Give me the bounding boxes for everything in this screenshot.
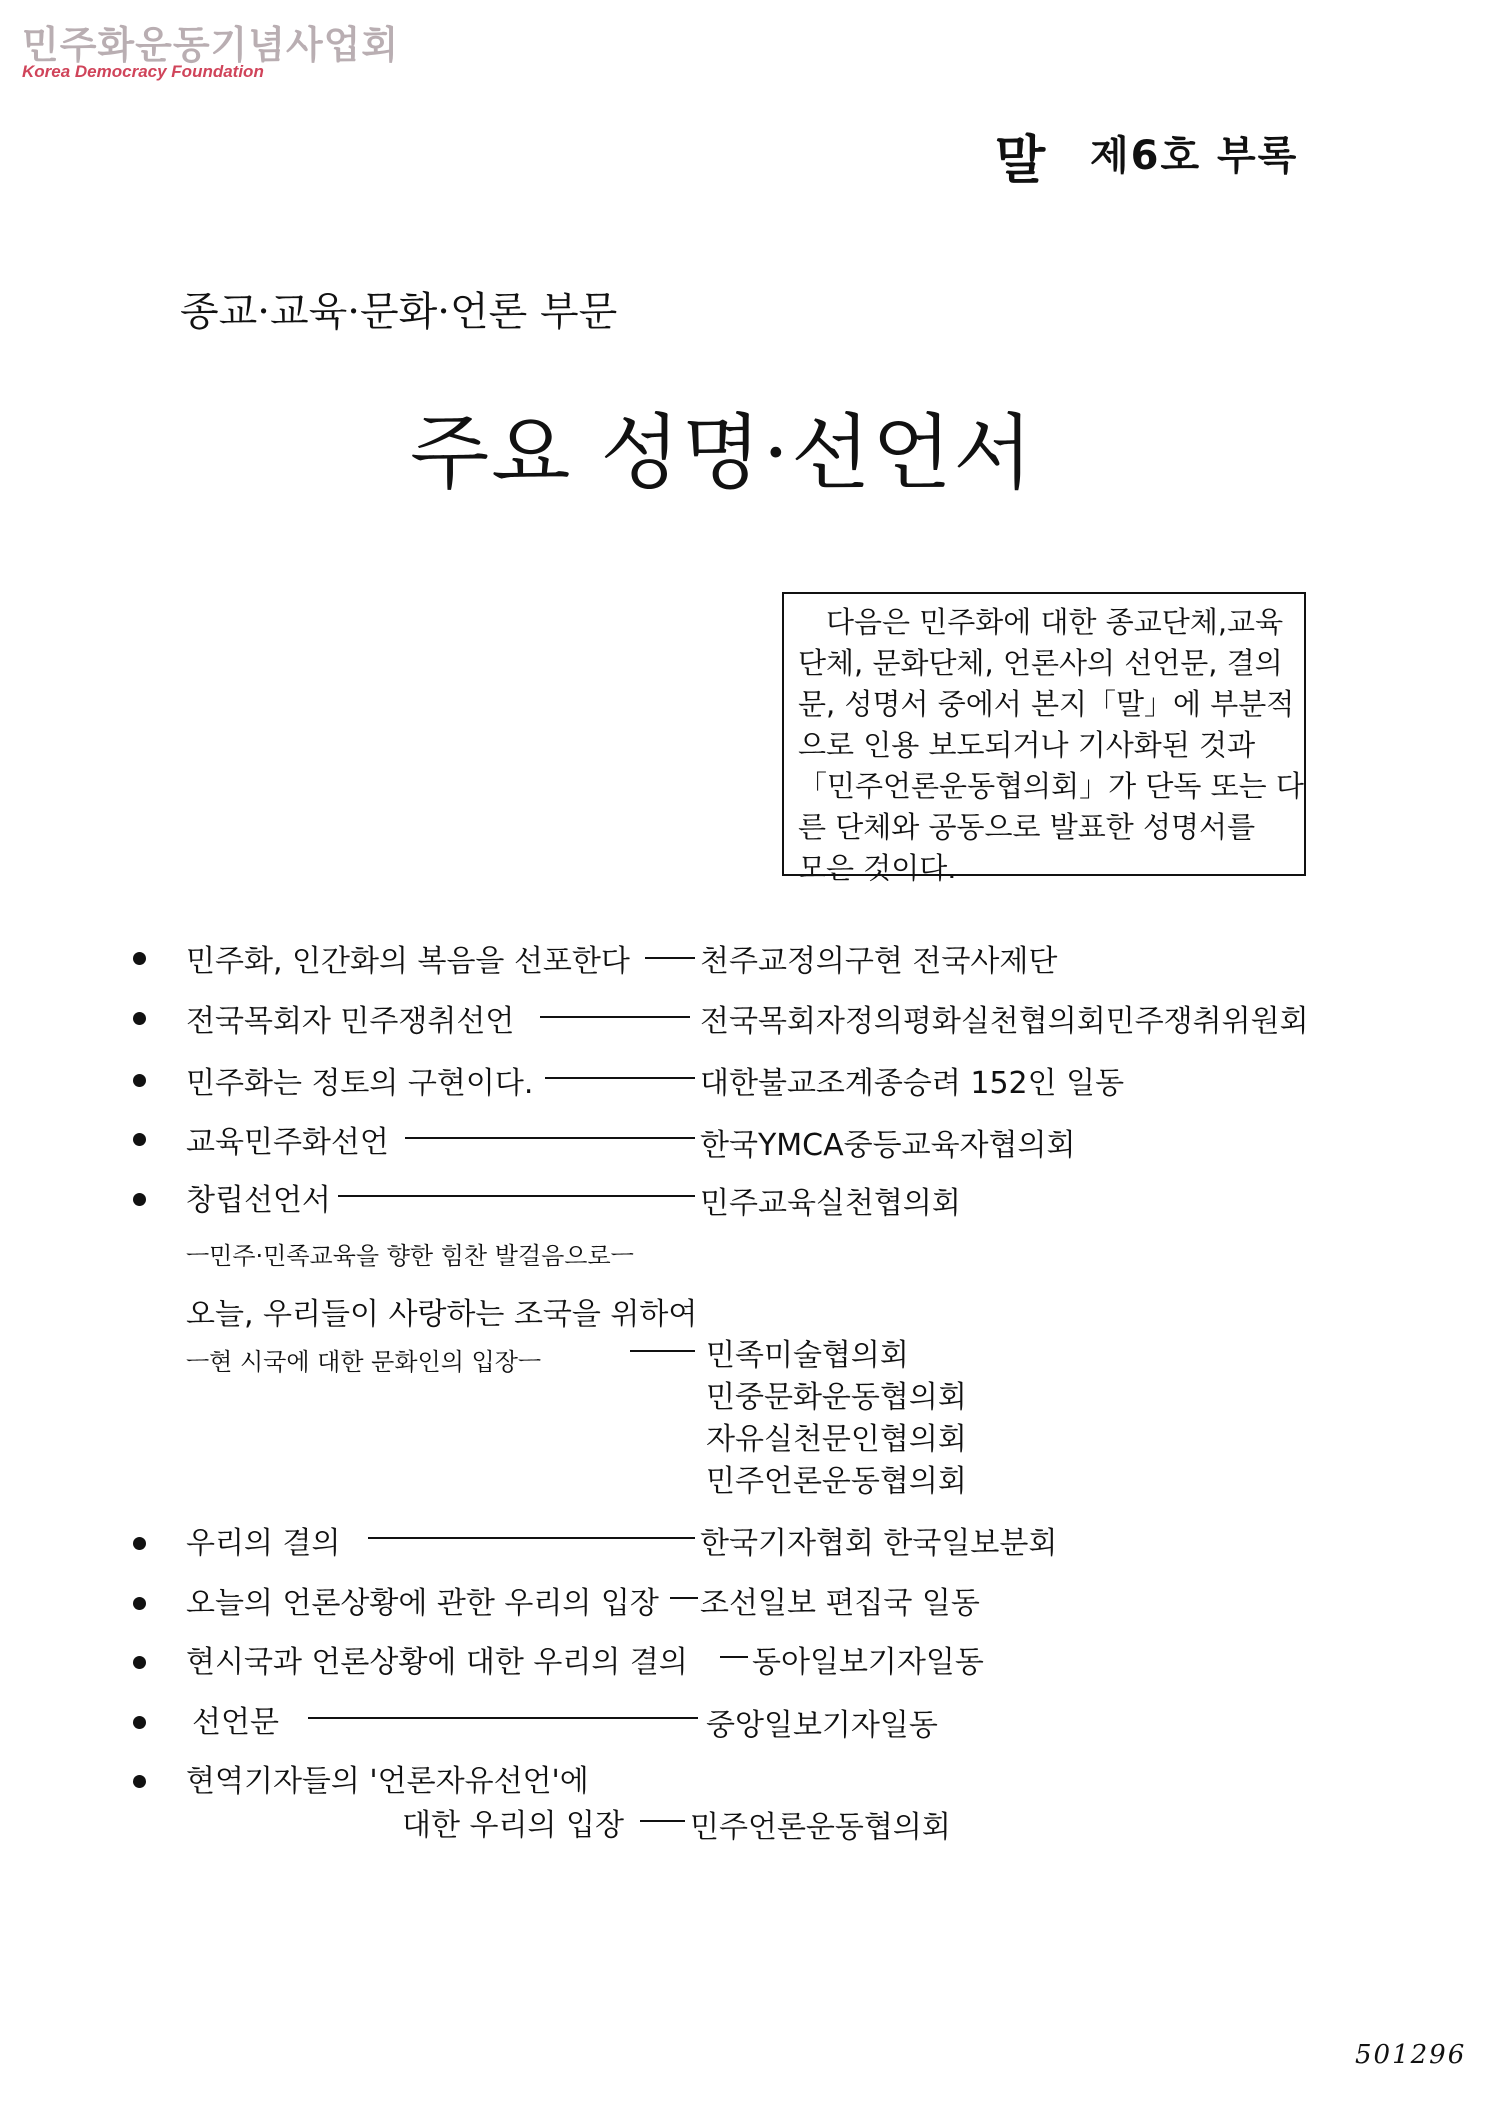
- bullet-icon: [133, 1716, 146, 1729]
- issue-label: 제6호 부록: [1090, 133, 1299, 179]
- statement-org: 민중문화운동협의회: [706, 1380, 967, 1415]
- statement-title: 오늘의 언론상황에 관한 우리의 입장: [186, 1586, 659, 1621]
- statement-org: 천주교정의구현 전국사제단: [700, 944, 1058, 979]
- statement-title: 교육민주화선언: [186, 1125, 389, 1160]
- statement-subtitle: ㅡ민주·민족교육을 향한 힘찬 발걸음으로ㅡ: [186, 1242, 634, 1270]
- bullet-icon: [133, 1133, 146, 1146]
- main-title: 주요 성명·선언서: [410, 406, 1035, 501]
- bullet-icon: [133, 1537, 146, 1550]
- statement-title: 창립선언서: [186, 1183, 331, 1218]
- statement-title: 선언문: [192, 1705, 279, 1740]
- statement-org: 민족미술협의회: [706, 1338, 909, 1373]
- statement-title: 전국목회자 민주쟁취선언: [186, 1004, 515, 1039]
- bullet-icon: [133, 1656, 146, 1669]
- foundation-watermark-english: Korea Democracy Foundation: [22, 62, 264, 81]
- leader-line: [645, 957, 695, 959]
- leader-line: [630, 1350, 695, 1352]
- intro-line: 으로 인용 보도되거나 기사화된 것과: [798, 728, 1256, 762]
- statement-org: 민주언론운동협의회: [690, 1810, 951, 1845]
- statement-org: 한국기자협회 한국일보분회: [700, 1526, 1058, 1561]
- intro-line: 「민주언론운동협의회」가 단독 또는 다: [798, 769, 1304, 803]
- foundation-watermark-korean: 민주화운동기념사업회: [22, 23, 400, 67]
- publication-name: 말: [995, 131, 1046, 191]
- bullet-icon: [133, 1597, 146, 1610]
- statement-org: 민주교육실천협의회: [700, 1186, 961, 1221]
- bullet-icon: [133, 1074, 146, 1087]
- statement-title: 현시국과 언론상황에 대한 우리의 결의: [186, 1645, 688, 1680]
- intro-line: 모은 것이다.: [798, 851, 957, 885]
- statement-org: 중앙일보기자일동: [706, 1708, 938, 1743]
- intro-line: 문, 성명서 중에서 본지「말」에 부분적: [798, 687, 1295, 721]
- statement-org: 동아일보기자일동: [752, 1645, 984, 1680]
- leader-line: [540, 1016, 690, 1018]
- leader-line: [338, 1195, 695, 1197]
- intro-line: 른 단체와 공동으로 발표한 성명서를: [798, 810, 1256, 844]
- statement-org: 한국YMCA중등교육자협의회: [700, 1128, 1076, 1163]
- leader-line: [720, 1656, 748, 1658]
- leader-line: [368, 1537, 695, 1539]
- statement-title-continued: 대한 우리의 입장: [402, 1808, 624, 1843]
- leader-line: [640, 1820, 685, 1822]
- statement-title: 민주화, 인간화의 복음을 선포한다: [186, 944, 630, 979]
- statement-title: 우리의 결의: [186, 1526, 341, 1561]
- intro-line: 단체, 문화단체, 언론사의 선언문, 결의: [798, 646, 1283, 680]
- statement-title: 민주화는 정토의 구현이다.: [186, 1066, 534, 1101]
- statement-title: 오늘, 우리들이 사랑하는 조국을 위하여: [186, 1297, 698, 1332]
- leader-line: [670, 1597, 698, 1599]
- intro-line: 다음은 민주화에 대한 종교단체,교육: [826, 605, 1284, 639]
- statement-org: 전국목회자정의평화실천협의회민주쟁취위원회: [700, 1004, 1309, 1039]
- bullet-icon: [133, 1012, 146, 1025]
- leader-line: [405, 1137, 695, 1139]
- statement-org: 민주언론운동협의회: [706, 1464, 967, 1499]
- statement-subtitle: ㅡ현 시국에 대한 문화인의 입장ㅡ: [186, 1348, 542, 1376]
- archive-stamp: 501296: [1355, 2040, 1467, 2070]
- bullet-icon: [133, 952, 146, 965]
- leader-line: [308, 1717, 698, 1719]
- statement-org: 자유실천문인협의회: [706, 1422, 967, 1457]
- leader-line: [545, 1077, 695, 1079]
- statement-org: 대한불교조계종승려 152인 일동: [700, 1066, 1125, 1101]
- statement-org: 조선일보 편집국 일동: [700, 1586, 980, 1621]
- statement-title: 현역기자들의 '언론자유선언'에: [186, 1764, 589, 1799]
- section-title: 종교·교육·문화·언론 부문: [180, 289, 618, 335]
- bullet-icon: [133, 1193, 146, 1206]
- bullet-icon: [133, 1775, 146, 1788]
- intro-box: [782, 592, 1306, 885]
